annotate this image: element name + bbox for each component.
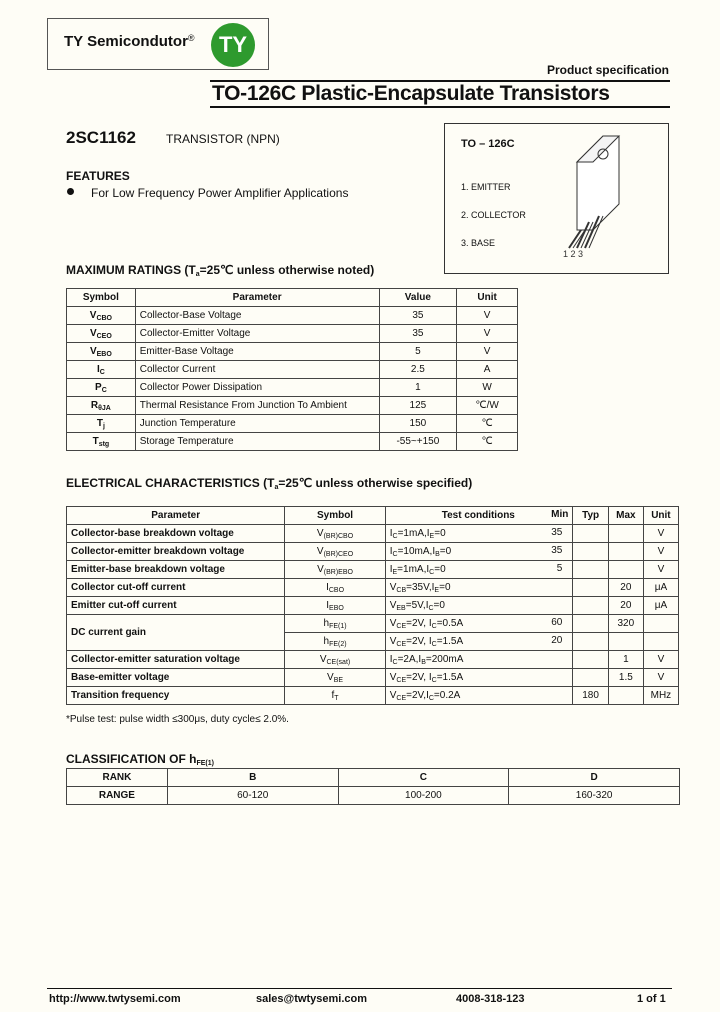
symbol-cell bbox=[67, 397, 136, 415]
table-row bbox=[67, 561, 679, 579]
parameter-cell: Junction Temperature bbox=[135, 415, 379, 433]
to126-package-drawing bbox=[551, 130, 661, 260]
symbol-letter: V bbox=[316, 527, 324, 539]
test-condition-cell bbox=[385, 651, 573, 669]
parameter-cell: Collector Current bbox=[135, 361, 379, 379]
unit-cell: A bbox=[457, 361, 518, 379]
footer-phone: 4008-318-123 bbox=[456, 993, 525, 1005]
symbol-letter: V bbox=[89, 309, 97, 321]
parameter-cell: Collector-emitter saturation voltage bbox=[67, 651, 285, 669]
parameter-cell: Collector cut-off current bbox=[67, 579, 285, 597]
table-row bbox=[67, 615, 679, 633]
header-test-conditions bbox=[385, 507, 573, 525]
symbol-cell bbox=[285, 615, 385, 633]
symbol-letter: P bbox=[95, 381, 102, 393]
min-value: 60 bbox=[551, 617, 563, 628]
value-cell: 35 bbox=[379, 325, 457, 343]
symbol-cell bbox=[285, 687, 385, 705]
table-row bbox=[67, 415, 518, 433]
logo bbox=[47, 18, 269, 70]
symbol-subscript: FE(2) bbox=[329, 640, 347, 648]
typ-cell bbox=[573, 561, 609, 579]
unit-cell: ℃ bbox=[457, 433, 518, 451]
test-condition: $I_C=2A,I_B=200mA$ bbox=[389, 653, 464, 666]
symbol-cell bbox=[285, 597, 385, 615]
max-cell: 320 bbox=[608, 615, 643, 633]
symbol-cell bbox=[285, 525, 385, 543]
test-condition-cell bbox=[385, 687, 573, 705]
test-condition-cell bbox=[385, 669, 573, 687]
min-value: 35 bbox=[551, 545, 563, 556]
typ-cell bbox=[573, 543, 609, 561]
symbol-subscript: C bbox=[99, 368, 105, 376]
bullet-icon bbox=[67, 188, 74, 195]
parameter-cell: Emitter-base breakdown voltage bbox=[67, 561, 285, 579]
max-cell: 20 bbox=[608, 579, 643, 597]
test-condition: $I_C=10mA,I_B=0$ bbox=[389, 545, 452, 558]
symbol-cell bbox=[67, 325, 136, 343]
test-condition: $V_{CE}=2V$, $I_C=1.5A$ bbox=[389, 635, 464, 648]
pin-2-label: 2. COLLECTOR bbox=[461, 210, 526, 220]
test-condition-cell bbox=[385, 561, 573, 579]
max-cell bbox=[608, 633, 643, 651]
footer-rule bbox=[47, 988, 672, 989]
symbol-subscript: (BR)CEO bbox=[323, 550, 354, 558]
value-cell: 5 bbox=[379, 343, 457, 361]
header-parameter: Parameter bbox=[135, 289, 379, 307]
test-condition: $I_E=1mA,I_C=0$ bbox=[389, 563, 446, 576]
typ-cell bbox=[573, 633, 609, 651]
parameter-cell: Storage Temperature bbox=[135, 433, 379, 451]
table-row bbox=[67, 579, 679, 597]
table-row bbox=[67, 543, 679, 561]
symbol-subscript: FE(1) bbox=[329, 622, 347, 630]
header-unit: Unit bbox=[643, 507, 678, 525]
symbol-subscript: EBO bbox=[329, 604, 344, 612]
symbol-letter: V bbox=[319, 653, 327, 665]
test-condition: $V_{CB}=35V,I_E=0$ bbox=[389, 581, 451, 594]
parameter-cell: Collector-base breakdown voltage bbox=[67, 525, 285, 543]
symbol-cell bbox=[285, 669, 385, 687]
symbol-subscript: (BR)CBO bbox=[323, 532, 354, 540]
table-row bbox=[67, 343, 518, 361]
min-value: 5 bbox=[556, 563, 563, 574]
header-unit: Unit bbox=[457, 289, 518, 307]
footer-email[interactable]: sales@twtysemi.com bbox=[256, 993, 367, 1005]
max-cell bbox=[608, 543, 643, 561]
table-row bbox=[67, 525, 679, 543]
header-parameter: Parameter bbox=[67, 507, 285, 525]
parameter-cell: Collector-Base Voltage bbox=[135, 307, 379, 325]
footer-page-number: 1 of 1 bbox=[637, 993, 666, 1005]
max-ratings-heading-sub: a bbox=[195, 271, 200, 278]
symbol-letter: h bbox=[323, 617, 330, 629]
symbol-letter: I bbox=[326, 599, 330, 611]
max-cell bbox=[608, 525, 643, 543]
title-rule-bottom bbox=[210, 106, 670, 108]
table-row bbox=[67, 397, 518, 415]
symbol-subscript: BE bbox=[333, 676, 344, 684]
max-ratings-table bbox=[66, 288, 518, 451]
features-heading: FEATURES bbox=[66, 169, 130, 183]
max-ratings-heading bbox=[66, 263, 374, 278]
header-min: Min bbox=[551, 509, 569, 520]
symbol-letter: V bbox=[89, 345, 97, 357]
test-condition: $V_{CE}=2V$, $I_C=0.5A$ bbox=[389, 617, 464, 630]
parameter-cell: Collector Power Dissipation bbox=[135, 379, 379, 397]
typ-cell bbox=[573, 615, 609, 633]
pin-1-label: 1. EMITTER bbox=[461, 182, 511, 192]
table-row bbox=[67, 325, 518, 343]
symbol-subscript: CE(sat) bbox=[326, 658, 351, 666]
logo-text bbox=[64, 33, 195, 50]
parameter-cell: Thermal Resistance From Junction To Ambient bbox=[135, 397, 379, 415]
page-title: TO-126C Plastic-Encapsulate Transistors bbox=[212, 82, 610, 105]
symbol-letter: V bbox=[316, 545, 324, 557]
table-row bbox=[67, 307, 518, 325]
test-condition-cell bbox=[385, 597, 573, 615]
unit-cell: V bbox=[457, 325, 518, 343]
test-condition: $V_{CE}=2V,I_C=0.2A$ bbox=[389, 689, 461, 702]
unit-cell bbox=[643, 615, 678, 633]
symbol-letter: T bbox=[92, 435, 99, 447]
unit-cell: V bbox=[643, 651, 678, 669]
symbol-letter: f bbox=[331, 689, 335, 701]
table-row bbox=[67, 687, 679, 705]
electrical-table bbox=[66, 506, 679, 705]
max-cell: 1 bbox=[608, 651, 643, 669]
symbol-subscript: j bbox=[102, 422, 105, 430]
parameter-cell: Transition frequency bbox=[67, 687, 285, 705]
header-symbol: Symbol bbox=[67, 289, 136, 307]
parameter-cell: Base-emitter voltage bbox=[67, 669, 285, 687]
electrical-heading-tail: =25℃ unless otherwise specified) bbox=[278, 476, 473, 490]
range-d: 160-320 bbox=[509, 787, 680, 805]
symbol-letter: V bbox=[317, 563, 324, 575]
value-cell: -55~+150 bbox=[379, 433, 457, 451]
symbol-cell bbox=[285, 543, 385, 561]
parameter-cell: Emitter cut-off current bbox=[67, 597, 285, 615]
rank-b: B bbox=[167, 769, 338, 787]
symbol-cell bbox=[67, 379, 136, 397]
rank-c: C bbox=[338, 769, 509, 787]
logo-badge: TY bbox=[211, 23, 255, 67]
test-condition: $V_{EB}=5V,I_C=0$ bbox=[389, 599, 445, 612]
unit-cell: μA bbox=[643, 579, 678, 597]
symbol-cell bbox=[67, 415, 136, 433]
range-label: RANGE bbox=[67, 787, 168, 805]
registered-mark: ® bbox=[187, 33, 195, 43]
symbol-letter: R bbox=[90, 399, 99, 411]
unit-cell bbox=[643, 633, 678, 651]
symbol-cell bbox=[67, 433, 136, 451]
typ-cell bbox=[573, 651, 609, 669]
footer-url[interactable]: http://www.twtysemi.com bbox=[49, 993, 181, 1005]
symbol-subscript: θJA bbox=[98, 404, 111, 412]
symbol-cell bbox=[285, 651, 385, 669]
electrical-heading-text: ELECTRICAL CHARACTERISTICS (T bbox=[66, 476, 275, 490]
symbol-subscript: T bbox=[334, 694, 339, 702]
unit-cell: V bbox=[643, 543, 678, 561]
symbol-subscript: CBO bbox=[328, 586, 345, 594]
symbol-cell bbox=[285, 633, 385, 651]
test-condition-cell bbox=[385, 579, 573, 597]
symbol-subscript: CEO bbox=[96, 332, 112, 340]
table-row bbox=[67, 651, 679, 669]
symbol-cell bbox=[285, 561, 385, 579]
part-type: TRANSISTOR (NPN) bbox=[166, 132, 280, 146]
header-typ: Typ bbox=[573, 507, 609, 525]
unit-cell: μA bbox=[643, 597, 678, 615]
unit-cell: V bbox=[643, 525, 678, 543]
pulse-test-footnote: *Pulse test: pulse width ≤300μs, duty cycle≤ 2.0%. bbox=[66, 714, 289, 725]
header-test-conditions-text: Test conditions bbox=[441, 510, 515, 521]
parameter-cell: Collector-Emitter Voltage bbox=[135, 325, 379, 343]
max-ratings-heading-tail: =25℃ unless otherwise noted) bbox=[199, 263, 375, 277]
value-cell: 1 bbox=[379, 379, 457, 397]
min-value: 20 bbox=[551, 635, 563, 646]
test-condition-cell bbox=[385, 525, 573, 543]
pin-3-label: 3. BASE bbox=[461, 238, 496, 248]
max-ratings-heading-text: MAXIMUM RATINGS (T bbox=[66, 263, 196, 277]
package-title: TO – 126C bbox=[461, 138, 515, 150]
symbol-letter: h bbox=[323, 635, 330, 647]
pin-numbers: 1 2 3 bbox=[563, 249, 584, 259]
symbol-letter: I bbox=[326, 581, 329, 593]
product-specification-label: Product specification bbox=[546, 63, 669, 77]
header-max: Max bbox=[608, 507, 643, 525]
max-cell bbox=[608, 561, 643, 579]
symbol-subscript: CBO bbox=[96, 314, 112, 322]
range-b: 60-120 bbox=[167, 787, 338, 805]
parameter-cell: Collector-emitter breakdown voltage bbox=[67, 543, 285, 561]
unit-cell: ℃ bbox=[457, 415, 518, 433]
symbol-letter: V bbox=[327, 671, 334, 683]
table-row bbox=[67, 433, 518, 451]
test-condition-cell bbox=[385, 543, 573, 561]
header-symbol: Symbol bbox=[285, 507, 385, 525]
max-cell: 20 bbox=[608, 597, 643, 615]
unit-cell: MHz bbox=[643, 687, 678, 705]
test-condition: $V_{CE}=2V$, $I_C=1.5A$ bbox=[389, 671, 464, 684]
symbol-subscript: stg bbox=[98, 440, 110, 448]
typ-cell bbox=[573, 669, 609, 687]
header-value: Value bbox=[379, 289, 457, 307]
classification-heading-sub: FE(1) bbox=[196, 760, 214, 767]
symbol-subscript: (BR)EBO bbox=[323, 568, 353, 576]
symbol-letter: T bbox=[96, 417, 103, 429]
value-cell: 125 bbox=[379, 397, 457, 415]
symbol-subscript: EBO bbox=[96, 350, 112, 358]
typ-cell bbox=[573, 597, 609, 615]
symbol-cell bbox=[285, 579, 385, 597]
test-condition-cell bbox=[385, 615, 573, 633]
parameter-cell: DC current gain bbox=[67, 615, 285, 651]
symbol-cell bbox=[67, 361, 136, 379]
table-row bbox=[67, 597, 679, 615]
symbol-letter: V bbox=[89, 327, 97, 339]
symbol-cell bbox=[67, 343, 136, 361]
test-condition-cell bbox=[385, 633, 573, 651]
symbol-subscript: C bbox=[101, 386, 107, 394]
table-row bbox=[67, 669, 679, 687]
unit-cell: V bbox=[643, 561, 678, 579]
test-condition: $I_C=1mA,I_E=0$ bbox=[389, 527, 446, 540]
symbol-cell bbox=[67, 307, 136, 325]
rank-label: RANK bbox=[67, 769, 168, 787]
unit-cell: V bbox=[457, 343, 518, 361]
part-number: 2SC1162 bbox=[66, 128, 136, 147]
logo-brand-name: TY Semicondutor bbox=[64, 33, 188, 50]
parameter-cell: Emitter-Base Voltage bbox=[135, 343, 379, 361]
classification-table bbox=[66, 768, 680, 805]
typ-cell bbox=[573, 579, 609, 597]
feature-item: For Low Frequency Power Amplifier Applications bbox=[91, 186, 349, 200]
unit-cell: V bbox=[457, 307, 518, 325]
min-value: 35 bbox=[551, 527, 563, 538]
classification-heading-text: CLASSIFICATION OF h bbox=[66, 752, 197, 766]
range-c: 100-200 bbox=[338, 787, 509, 805]
max-cell: 1.5 bbox=[608, 669, 643, 687]
typ-cell bbox=[573, 525, 609, 543]
electrical-heading-sub: a bbox=[274, 484, 279, 491]
table-row bbox=[67, 379, 518, 397]
table-row bbox=[67, 361, 518, 379]
rank-d: D bbox=[509, 769, 680, 787]
max-cell bbox=[608, 687, 643, 705]
symbol-letter: I bbox=[96, 363, 100, 375]
typ-cell: 180 bbox=[573, 687, 609, 705]
unit-cell: W bbox=[457, 379, 518, 397]
value-cell: 150 bbox=[379, 415, 457, 433]
value-cell: 35 bbox=[379, 307, 457, 325]
classification-heading bbox=[66, 752, 214, 767]
electrical-heading bbox=[66, 476, 472, 491]
package-box bbox=[444, 123, 669, 274]
unit-cell: ℃/W bbox=[457, 397, 518, 415]
value-cell: 2.5 bbox=[379, 361, 457, 379]
unit-cell: V bbox=[643, 669, 678, 687]
